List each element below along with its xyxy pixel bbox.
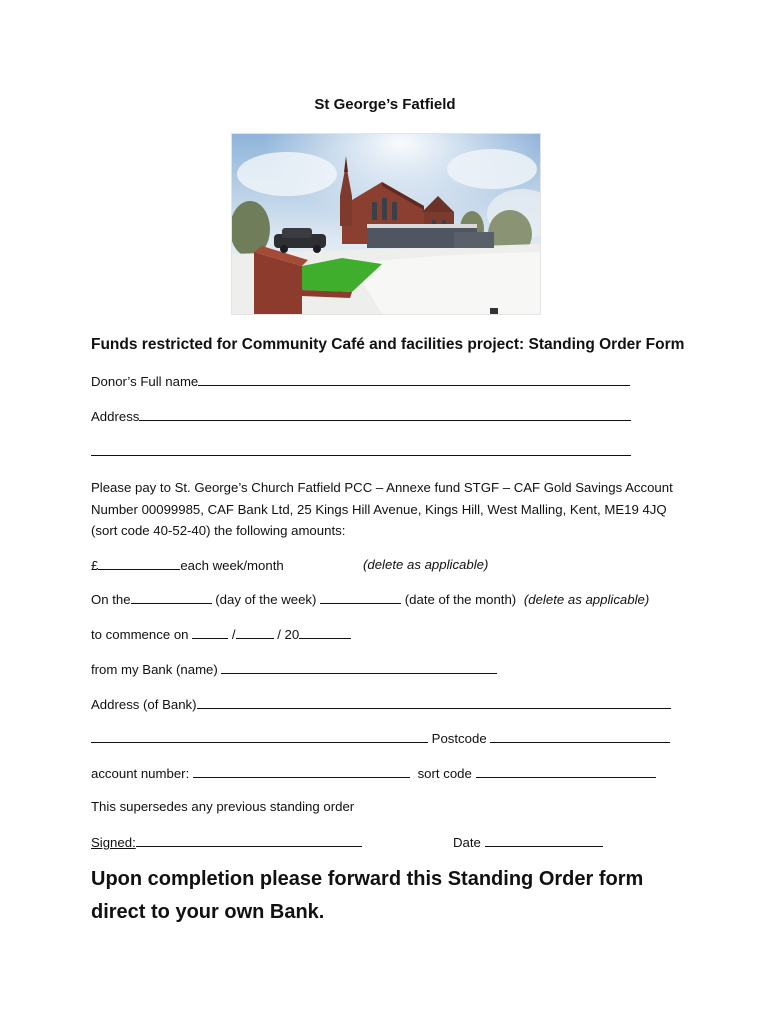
payment-instruction-line-2: Number 00099985, CAF Bank Ltd, 25 Kings Hill Avenue, Kings Hill, West Malling, Kent, ME19 4JQ (91, 501, 667, 517)
payment-instruction-line-1: Please pay to St. George’s Church Fatfield PCC – Annexe fund STGF – CAF Gold Savings Account (91, 480, 673, 495)
amount-row (91, 557, 284, 574)
signature-row (91, 834, 362, 851)
bank-name-field[interactable] (221, 661, 497, 674)
sort-code-label: sort code (417, 766, 472, 781)
day-of-week-field[interactable] (131, 591, 212, 604)
account-row (91, 765, 656, 782)
on-the-label: On the (91, 592, 131, 607)
bank-address-field-2[interactable] (91, 730, 428, 743)
payment-instruction (91, 477, 673, 542)
donor-address-field-2[interactable] (91, 443, 631, 456)
day-of-week-label: (day of the week) (215, 592, 317, 607)
commence-row (91, 626, 351, 643)
donor-address-row (91, 408, 631, 425)
supersedes-note: This supersedes any previous standing order (91, 799, 355, 814)
date-label: Date (453, 835, 481, 850)
bank-name-label: from my Bank (name) (91, 662, 218, 677)
church-rendering-image (231, 133, 541, 315)
payment-instruction-line-3: (sort code 40-52-40) the following amounts: (91, 523, 346, 538)
payment-day-row (91, 591, 649, 608)
donor-address-field[interactable] (139, 408, 631, 421)
postcode-label: Postcode (431, 731, 487, 746)
donor-name-label: Donor’s Full name (91, 374, 199, 389)
footer-instruction-line-2: direct to your own Bank. (91, 901, 325, 923)
document-title: St George’s Fatfield (314, 96, 456, 113)
commence-slash-1: / (231, 627, 236, 642)
form-heading: Funds restricted for Community Café and facilities project: Standing Order Form (91, 336, 685, 353)
donor-name-row (91, 373, 630, 390)
commence-month-field[interactable] (236, 626, 274, 639)
donor-address-line-2 (91, 443, 631, 460)
bank-address-field[interactable] (197, 696, 671, 709)
account-number-field[interactable] (193, 765, 410, 778)
frequency-label: each week/month (180, 558, 284, 573)
date-of-month-field[interactable] (320, 591, 401, 604)
bank-address-row (91, 696, 671, 713)
signed-label: Signed: (91, 835, 136, 850)
signature-field[interactable] (136, 834, 362, 847)
commence-slash-2: / 20 (277, 627, 300, 642)
donor-address-label: Address (91, 409, 140, 424)
date-row (453, 834, 603, 851)
payment-day-delete-note: (delete as applicable) (523, 592, 650, 607)
commence-year-field[interactable] (299, 626, 351, 639)
amount-field[interactable] (98, 557, 180, 570)
date-of-month-label: (date of the month) (404, 592, 517, 607)
date-field[interactable] (485, 834, 603, 847)
bank-address-label: Address (of Bank) (91, 697, 197, 712)
bank-postcode-row (91, 730, 670, 747)
sort-code-field[interactable] (476, 765, 656, 778)
amount-delete-note: (delete as applicable) (363, 557, 489, 572)
postcode-field[interactable] (490, 730, 670, 743)
pound-sign: £ (91, 558, 99, 573)
bank-name-row (91, 661, 497, 678)
account-number-label: account number: (91, 766, 190, 781)
commence-day-field[interactable] (192, 626, 228, 639)
footer-instruction-line-1: Upon completion please forward this Standing Order form (91, 868, 644, 890)
commence-label: to commence on (91, 627, 189, 642)
donor-name-field[interactable] (198, 373, 630, 386)
